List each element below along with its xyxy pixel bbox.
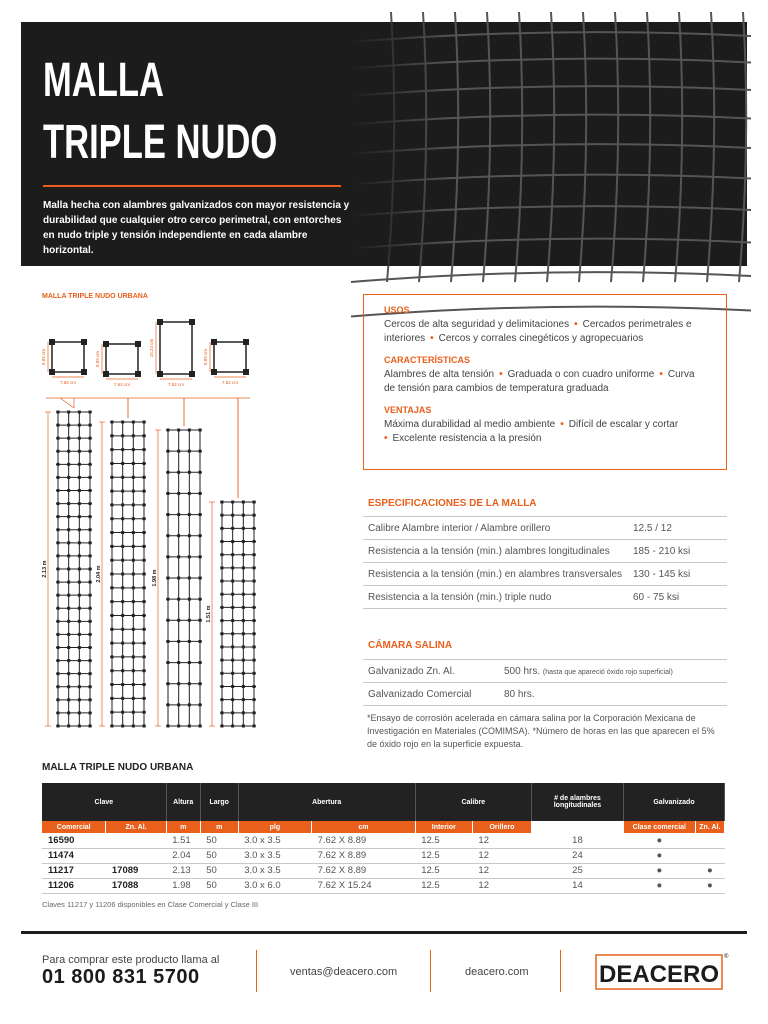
title-line-2: TRIPLE NUDO — [43, 116, 278, 169]
chamber-label: Galvanizado Comercial — [363, 683, 499, 706]
subheader: m — [200, 821, 238, 833]
header-galvanizado: Galvanizado — [623, 783, 724, 821]
product-table — [42, 783, 725, 894]
cell-zn: ● — [695, 878, 724, 893]
subheader: Clase comercial — [623, 821, 695, 833]
spec-value: 185 - 210 ksi — [633, 540, 727, 563]
spec-value: 130 - 145 ksi — [633, 563, 727, 586]
table-row — [42, 878, 725, 893]
cell-plg: 3.0 x 3.5 — [238, 848, 311, 863]
table-row — [363, 563, 727, 586]
cell-clase: ● — [623, 878, 695, 893]
table-row — [42, 863, 725, 878]
table-row — [42, 833, 725, 848]
cell-alambres: 25 — [531, 863, 623, 878]
features-box — [363, 294, 727, 470]
caracteristicas-item: Alambres de alta tensión — [384, 369, 495, 380]
cell-interior: 12.5 — [415, 878, 472, 893]
mesh-panel — [206, 398, 256, 728]
cell-clase: ● — [623, 863, 695, 878]
table-row — [42, 848, 725, 863]
cell-comercial: 11474 — [42, 848, 106, 863]
cell-cm: 7.62 X 8.89 — [312, 863, 416, 878]
purchase-label: Para comprar este producto llama al — [42, 954, 220, 966]
cell-interior: 12.5 — [415, 848, 472, 863]
mesh-panel — [152, 398, 202, 728]
cell-comercial: 11217 — [42, 863, 106, 878]
salt-chamber-title: CÁMARA SALINA — [368, 640, 453, 651]
hero-banner — [21, 22, 747, 266]
diagram-label: MALLA TRIPLE NUDO URBANA — [42, 293, 148, 300]
spec-label: Calibre Alambre interior / Alambre orillero — [363, 517, 633, 540]
subheader-blank — [531, 821, 623, 833]
footer-separator — [430, 950, 431, 992]
cell-cm: 7.62 X 15.24 — [312, 878, 416, 893]
cell-orillero: 12 — [472, 848, 531, 863]
footer-divider — [21, 931, 747, 934]
phone-number[interactable]: 01 800 831 5700 — [42, 966, 200, 988]
cell-cm: 7.62 X 8.89 — [312, 848, 416, 863]
chamber-hours: 80 hrs. — [504, 688, 535, 700]
cell-width-label: 7.62 cm — [167, 382, 185, 387]
salt-chamber-footnote: *Ensayo de corrosión acelerada en cámara salina por la Corporación Mexicana de Investigación en Materiales (COMIMSA). *Número de horas en las que aparecen el 5% de óxido rojo en la superficie expuesta. — [367, 713, 715, 749]
header-calibre: Calibre — [415, 783, 531, 821]
ventajas-item: Excelente resistencia a la presión — [392, 433, 542, 444]
cell-clase: ● — [623, 833, 695, 848]
table-row — [363, 517, 727, 540]
usos-title: USOS — [384, 305, 410, 315]
panel-height-label: 2.13 m — [42, 560, 48, 578]
logo-text: DEACERO — [598, 961, 720, 988]
cell-orillero: 12 — [472, 878, 531, 893]
chamber-hours: 500 hrs. — [504, 665, 541, 677]
cell-zn — [695, 848, 724, 863]
footer-separator — [560, 950, 561, 992]
chamber-label: Galvanizado Zn. Al. — [363, 660, 499, 683]
cell-zn: ● — [695, 863, 724, 878]
cell-alambres: 18 — [531, 833, 623, 848]
cell-altura: 2.04 — [166, 848, 200, 863]
usos-list: Cercos de alta seguridad y delimitaciones • Cercados perimetrales e interiores • Cercos y corrales cinegéticos y agropecuarios — [384, 319, 692, 344]
specs-title: ESPECIFICACIONES DE LA MALLA — [368, 498, 537, 509]
cell-orillero: 12 — [472, 863, 531, 878]
cell-zn — [695, 833, 724, 848]
caracteristicas-list: Alambres de alta tensión • Graduada o con cuadro uniforme • Curva de tensión para cambios de temperatura graduada — [384, 369, 695, 394]
table-header-row — [42, 783, 725, 821]
usos-item: Cercados perimetrales e interiores — [384, 319, 692, 344]
spec-value: 60 - 75 ksi — [633, 586, 727, 609]
cell-largo: 50 — [200, 863, 238, 878]
header-largo: Largo — [200, 783, 238, 821]
salt-chamber-table — [363, 659, 727, 706]
header-alambres: # de alambres longitudinales — [531, 783, 623, 821]
subheader: Zn. Al. — [695, 821, 724, 833]
cell-znal — [106, 833, 166, 848]
ventajas-item: Difícil de escalar y cortar — [568, 419, 679, 430]
table-row — [363, 660, 727, 683]
panel-height-label: 1.98 m — [152, 569, 158, 587]
cell-orillero: 12 — [472, 833, 531, 848]
cell-largo: 50 — [200, 848, 238, 863]
table-subheader-row — [42, 821, 725, 833]
ventajas-list: Máxima durabilidad al medio ambiente • Difícil de escalar y cortar • Excelente resistencia a la presión — [384, 419, 679, 444]
cell-width-label: 7.62 cm — [113, 382, 131, 387]
spec-value: 12.5 / 12 — [633, 517, 727, 540]
spec-label: Resistencia a la tensión (min.) en alambres transversales — [363, 563, 633, 586]
cell-clase: ● — [623, 848, 695, 863]
table-row — [363, 683, 727, 706]
spec-label: Resistencia a la tensión (min.) triple nudo — [363, 586, 633, 609]
cell-detail — [149, 319, 195, 387]
deacero-logo — [595, 952, 727, 992]
cell-largo: 50 — [200, 833, 238, 848]
svg-text:®: ® — [724, 954, 729, 960]
header-clave: Clave — [42, 783, 166, 821]
header-altura: Altura — [166, 783, 200, 821]
cell-znal — [106, 848, 166, 863]
header-abertura: Abertura — [238, 783, 415, 821]
cell-detail — [95, 341, 141, 387]
cell-altura: 1.98 — [166, 878, 200, 893]
cell-detail — [41, 339, 87, 385]
cell-height-label: 8.89 cm — [203, 348, 208, 366]
chamber-value — [499, 683, 727, 706]
table-row — [363, 540, 727, 563]
usos-item: Cercos y corrales cinegéticos y agropecuarios — [438, 333, 644, 344]
hero-description: Malla hecha con alambres galvanizados con mayor resistencia y durabilidad que cualquier otro cerco perimetral, con entorches en nudo triple y tensión independiente en cada alambre horizontal. — [43, 200, 350, 256]
subheader: Interior — [415, 821, 472, 833]
footer-separator — [256, 950, 257, 992]
cell-largo: 50 — [200, 878, 238, 893]
cell-comercial: 11206 — [42, 878, 106, 893]
cell-width-label: 7.62 cm — [59, 380, 77, 385]
cell-cm: 7.62 X 8.89 — [312, 833, 416, 848]
mesh-diagram — [40, 310, 280, 730]
cell-height-label: 15.24 cm — [149, 338, 154, 358]
chamber-note: (hasta que apareció óxido rojo superficial) — [542, 668, 673, 676]
caracteristicas-title: CARACTERÍSTICAS — [384, 355, 471, 365]
title-line-1: MALLA — [43, 54, 164, 107]
cell-znal: 17089 — [106, 863, 166, 878]
mesh-panel — [42, 398, 92, 728]
cell-znal: 17088 — [106, 878, 166, 893]
cell-height-label: 8.89 cm — [95, 350, 100, 368]
email-link[interactable]: ventas@deacero.com — [290, 966, 398, 978]
cell-comercial: 16590 — [42, 833, 106, 848]
wire-mesh-photo — [351, 22, 747, 266]
panel-height-label: 1.51 m — [206, 605, 212, 623]
mesh-panel — [96, 398, 146, 728]
cell-interior: 12.5 — [415, 863, 472, 878]
subheader: Zn. Al. — [106, 821, 166, 833]
table-row — [363, 586, 727, 609]
spec-label: Resistencia a la tensión (min.) alambres longitudinales — [363, 540, 633, 563]
caracteristicas-item: Graduada o con cuadro uniforme — [507, 369, 655, 380]
website-link[interactable]: deacero.com — [465, 966, 529, 978]
product-table-title: MALLA TRIPLE NUDO URBANA — [42, 762, 194, 773]
cell-interior: 12.5 — [415, 833, 472, 848]
cell-altura: 2.13 — [166, 863, 200, 878]
product-table-note: Claves 11217 y 11206 disponibles en Clase Comercial y Clase III — [42, 900, 259, 909]
panel-height-label: 2.04 m — [96, 565, 102, 583]
caracteristicas-item: Curva de tensión para cambios de temperatura graduada — [384, 369, 695, 394]
cell-width-label: 7.62 cm — [221, 380, 239, 385]
subheader: Comercial — [42, 821, 106, 833]
subheader: Orillero — [472, 821, 531, 833]
chamber-value — [499, 660, 727, 683]
subheader: cm — [312, 821, 416, 833]
cell-plg: 3.0 x 6.0 — [238, 878, 311, 893]
cell-alambres: 24 — [531, 848, 623, 863]
title-divider — [43, 185, 341, 187]
cell-altura: 1.51 — [166, 833, 200, 848]
usos-item: Cercos de alta seguridad y delimitaciones — [384, 319, 570, 330]
cell-alambres: 14 — [531, 878, 623, 893]
ventajas-item: Máxima durabilidad al medio ambiente — [384, 419, 556, 430]
cell-plg: 3.0 x 3.5 — [238, 833, 311, 848]
specs-table — [363, 516, 727, 609]
cell-height-label: 8.89 cm — [41, 348, 46, 366]
subheader: m — [166, 821, 200, 833]
ventajas-title: VENTAJAS — [384, 405, 432, 415]
cell-detail — [203, 339, 249, 385]
subheader: plg — [238, 821, 311, 833]
cell-plg: 3.0 x 3.5 — [238, 863, 311, 878]
page-title — [43, 50, 277, 174]
